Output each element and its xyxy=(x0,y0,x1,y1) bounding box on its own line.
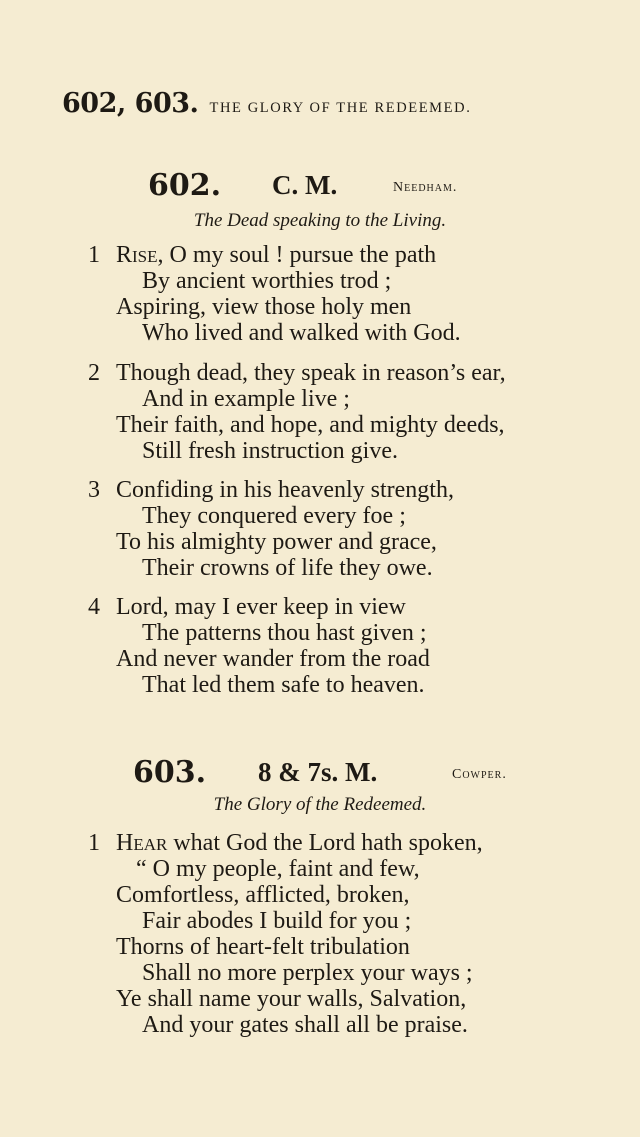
hymn-meter: C. M. xyxy=(272,170,338,200)
verse-line: Their crowns of life they owe. xyxy=(142,555,433,581)
verse-line: Hear what God the Lord hath spoken, xyxy=(116,830,483,856)
verse-number: 4 xyxy=(88,594,100,620)
verse-line: Confiding in his heavenly strength, xyxy=(116,477,454,503)
hymn-tune: Needham. xyxy=(393,180,458,195)
verse-line: Rise, O my soul ! pursue the path xyxy=(116,242,437,268)
verse-line: Thorns of heart-felt tribulation xyxy=(116,934,410,960)
verse-line: Who lived and walked with God. xyxy=(142,320,461,346)
verse-line: Aspiring, view those holy men xyxy=(116,294,412,320)
running-head-title: THE GLORY OF THE REDEEMED. xyxy=(209,100,472,116)
hymn-number: 603. xyxy=(133,755,207,790)
hymn-number: 602. xyxy=(148,168,222,203)
verse-line: Comfortless, afflicted, broken, xyxy=(116,882,410,908)
running-head-numbers: 602, 603. xyxy=(62,88,199,119)
hymn-subtitle: The Glory of the Redeemed. xyxy=(213,794,427,815)
verse-line: They conquered every foe ; xyxy=(142,503,406,529)
verse-line: Shall no more perplex your ways ; xyxy=(142,960,473,986)
hymn-subtitle: The Dead speaking to the Living. xyxy=(193,210,447,231)
verse-line: To his almighty power and grace, xyxy=(116,529,437,555)
verse-line: Lord, may I ever keep in view xyxy=(116,594,406,620)
verse-line: The patterns thou hast given ; xyxy=(142,620,427,646)
hymn-603-header xyxy=(0,755,640,795)
hymn-602-header xyxy=(0,168,640,208)
running-head xyxy=(62,88,471,119)
verse-number: 1 xyxy=(88,242,100,268)
verse-line: “ O my people, faint and few, xyxy=(136,856,420,882)
verse-number: 3 xyxy=(88,477,100,503)
verse-line: And in example live ; xyxy=(142,386,350,412)
verse-line: And never wander from the road xyxy=(116,646,430,672)
verse-line: Their faith, and hope, and mighty deeds, xyxy=(116,412,505,438)
verse-line: Though dead, they speak in reason’s ear, xyxy=(116,360,506,386)
hymn-tune: Cowper. xyxy=(452,767,507,782)
verse-number: 2 xyxy=(88,360,100,386)
verse-line: Ye shall name your walls, Salvation, xyxy=(116,986,467,1012)
verse-line: By ancient worthies trod ; xyxy=(142,268,392,294)
hymn-meter: 8 & 7s. M. xyxy=(258,757,378,787)
verse-line: That led them safe to heaven. xyxy=(142,672,425,698)
verse-line: Still fresh instruction give. xyxy=(142,438,398,464)
verse-line: And your gates shall all be praise. xyxy=(142,1012,468,1038)
verse-number: 1 xyxy=(88,830,100,856)
verse-line: Fair abodes I build for you ; xyxy=(142,908,412,934)
